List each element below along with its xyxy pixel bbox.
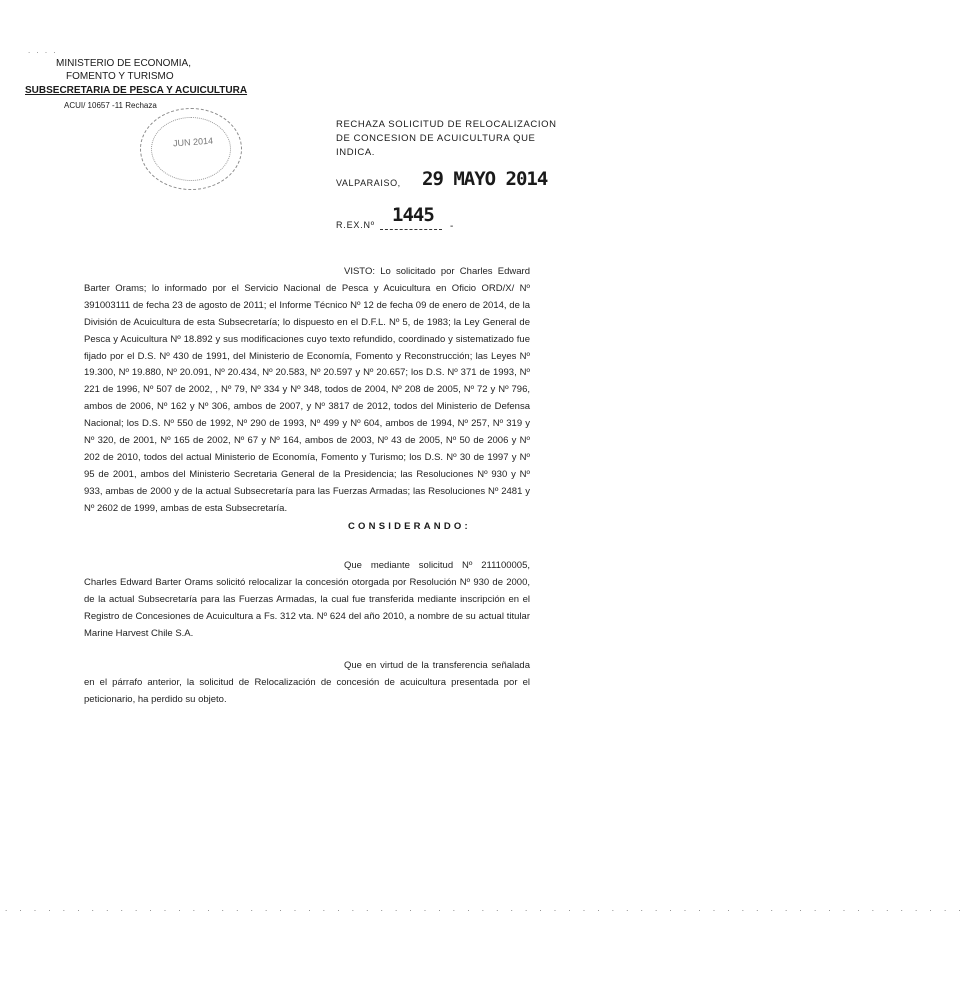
scan-artifact-dots: . . . . xyxy=(28,46,58,55)
seal-date: JUN 2014 xyxy=(172,135,214,149)
official-seal-stamp xyxy=(140,108,242,190)
file-reference: ACUI/ 10657 -11 Rechaza xyxy=(64,101,157,110)
considerando-paragraph-1: Que mediante solicitud Nº 211100005, Charles Edward Barter Orams solicitó relocalizar la concesión otorgada por Resolución Nº 930 de 2000, de la actual Subsecretaría para las Fuerzas Armadas, la cual fue transferida mediante inscripción en el Registro de Concesiones de Acuicultura a Fs. 312 vta. Nº 624 del año 2010, a nombre de su actual titular Marine Harvest Chile S.A. xyxy=(84,560,530,639)
resolution-number-label: R.EX.Nº xyxy=(336,220,375,230)
considerando-paragraph-2: Que en virtud de la transferencia señalada en el párrafo anterior, la solicitud de Relocalización de concesión de acuicultura presentada por el peticionario, ha perdido su objeto. xyxy=(84,660,530,705)
seal-inner-ring xyxy=(151,117,231,181)
subsecretary-name: SUBSECRETARIA DE PESCA Y ACUICULTURA xyxy=(25,85,248,96)
resolution-number-dash: - xyxy=(450,221,454,232)
ministry-name-cont: FOMENTO Y TURISMO xyxy=(66,71,174,82)
resolution-number-underline xyxy=(380,229,442,230)
ministry-name: MINISTERIO DE ECONOMIA, xyxy=(56,58,192,69)
considerando-heading: CONSIDERANDO: xyxy=(348,521,471,532)
resolution-number: 1445 xyxy=(392,204,434,226)
resolution-date: 29 MAYO 2014 xyxy=(422,168,548,190)
visto-paragraph: VISTO: Lo solicitado por Charles Edward Barter Orams; lo informado por el Servicio Nacional de Pesca y Acuicultura en Oficio ORD/X/ Nº 391003111 de fecha 23 de agosto de 2011; el Informe Técnico Nº 12 de fecha 09 de enero de 2014, de la División de Acuicultura de esta Subsecretaría; lo dispuesto en el D.F.L. Nº 5, de 1983; la Ley General de Pesca y Acuicultura Nº 18.892 y sus modificaciones cuyo texto refundido, coordinado y sistematizado fue fijado por el D.S. Nº 430 de 1991, del Ministerio de Economía, Fomento y Reconstrucción; las Leyes Nº 19.300, Nº 19.880, Nº 20.091, Nº 20.434, Nº 20.583, Nº 20.597 y Nº 20.657; los D.S. Nº 371 de 1993, Nº 221 de 1996, Nº 507 de 2002, , Nº 79, Nº 334 y Nº 348, todos de 2004, Nº 208 de 2005, Nº 72 y Nº 796, ambos de 2006, Nº 162 y Nº 306, ambos de 2007, y Nº 3817 de 2012, todos del Ministerio de Defensa Nacional; los D.S. Nº 550 de 1992, Nº 290 de 1993, Nº 499 y Nº 604, ambos de 1994, Nº 257, Nº 319 y Nº 320, de 2001, Nº 165 de 2002, Nº 67 y Nº 164, ambos de 2003, Nº 43 de 2005, Nº 50 de 2006 y Nº 202 de 2010, todos del actual Ministerio de Economía, Fomento y Turismo; los D.S. Nº 30 de 1997 y Nº 95 de 2001, ambos del Ministerio Secretaria General de la Presidencia; las Resoluciones Nº 930 y Nº 933, ambas de 2000 y de la actual Subsecretaría para las Fuerzas Armadas; las Resoluciones Nº 2481 y Nº 2602 de 1999, ambas de esta Subsecretaría. xyxy=(84,266,530,514)
place-label: VALPARAISO, xyxy=(336,178,401,188)
resolution-subject: RECHAZA SOLICITUD DE RELOCALIZACION DE CONCESION DE ACUICULTURA QUE INDICA. xyxy=(336,119,557,158)
scan-artifact-dots-bottom: . . . . . . . . . . . . . . . . . . . . . . . . . . . . . . . . . . . . . . . . . . . . . . . . . . . . . . . . . . . . . . . . . . . xyxy=(5,904,966,913)
